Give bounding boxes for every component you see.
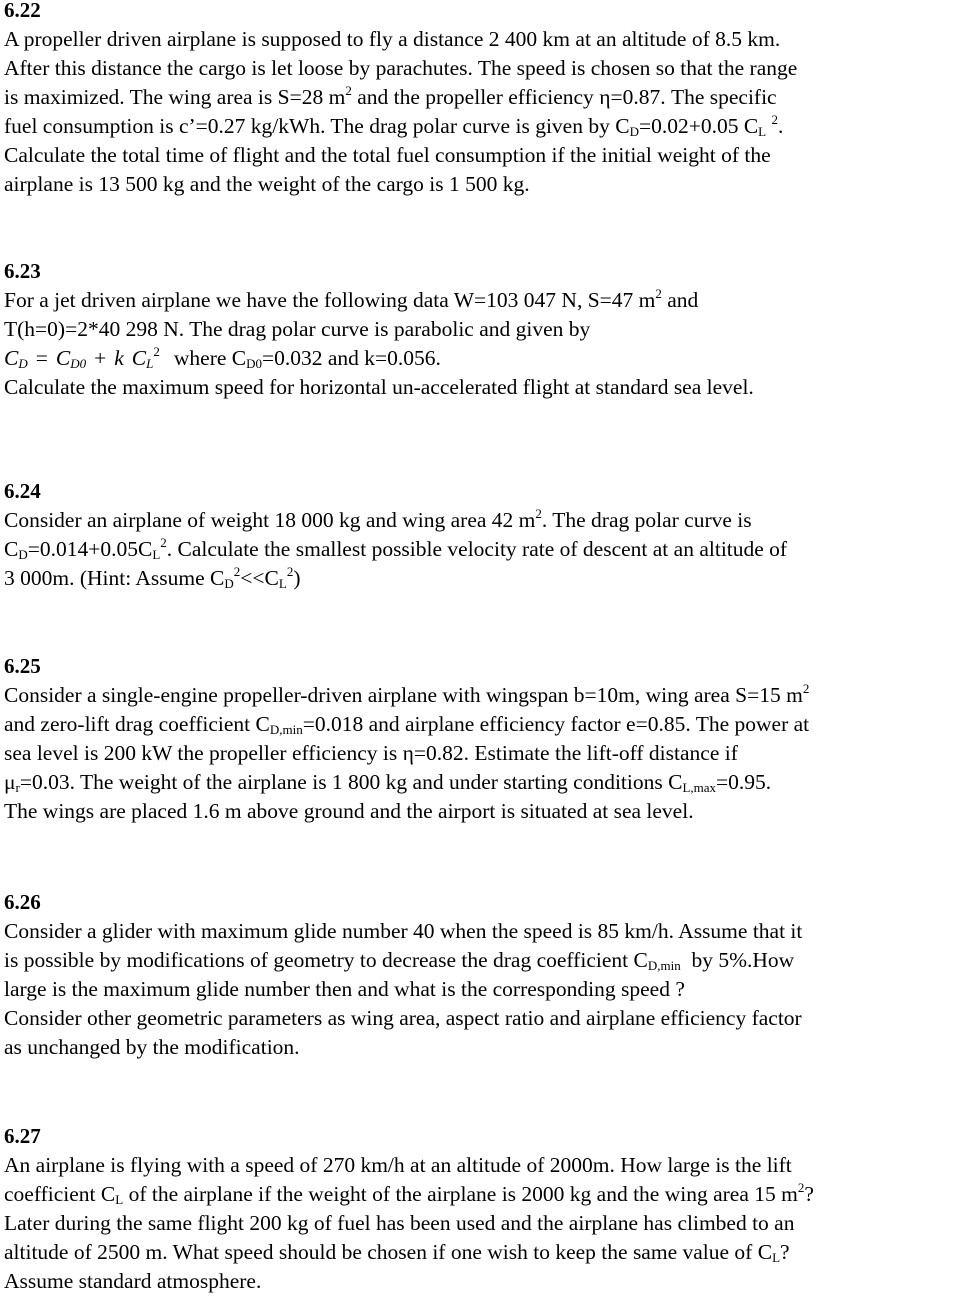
- problem-text-line: Consider other geometric parameters as wing area, aspect ratio and airplane efficiency factor: [4, 1006, 802, 1030]
- problem-text-line: A propeller driven airplane is supposed to fly a distance 2 400 km at an altitude of 8.5 km.: [4, 27, 781, 51]
- problem-text-line: For a jet driven airplane we have the following data W=103 047 N, S=47 $m^2$ and: [4, 286, 699, 312]
- eta-symbol: η: [402, 741, 414, 765]
- problem-text-line: Assume standard atmosphere.: [4, 1269, 262, 1293]
- problem-text-line: Later during the same flight 200 kg of fuel has been used and the airplane has climbed to an: [4, 1211, 795, 1235]
- problem-6-23: [4, 257, 958, 402]
- problem-6-27: [4, 1122, 958, 1296]
- problem-text-line: Consider a single-engine propeller-driven airplane with wingspan b=10m, wing area S=15 $m^2$: [4, 681, 810, 707]
- problem-text-line: altitude of 2500 m. What speed should be chosen if one wish to keep the same value of $C_L$?: [4, 1240, 790, 1265]
- problem-text-line: After this distance the cargo is let loose by parachutes. The speed is chosen so that the range: [4, 56, 798, 80]
- problem-text-line: T(h=0)=2*40 298 N. The drag polar curve is parabolic and given by: [4, 317, 591, 341]
- eta-symbol: η: [599, 85, 611, 109]
- problem-text-line: airplane is 13 500 kg and the weight of the cargo is 1 500 kg.: [4, 172, 530, 196]
- problem-text-line: large is the maximum glide number then and what is the corresponding speed ?: [4, 977, 685, 1001]
- problem-text-line: 3 000m. (Hint: Assume $C_D^2<<C_L^2$): [4, 564, 301, 591]
- problem-number: 6.22: [4, 0, 41, 22]
- problem-number: 6.27: [4, 1124, 41, 1148]
- problem-6-24: [4, 477, 958, 593]
- problem-text-line: sea level is 200 kW the propeller efficiency is η=0.82. Estimate the lift-off distance if: [4, 741, 738, 765]
- problem-text-line: Calculate the maximum speed for horizontal un-accelerated flight at standard sea level.: [4, 375, 754, 399]
- mu-symbol: μ: [4, 770, 16, 794]
- problem-text-line: An airplane is flying with a speed of 270 km/h at an altitude of 2000m. How large is the lift: [4, 1153, 792, 1177]
- problem-6-22: [4, 0, 958, 199]
- problem-text-line: The wings are placed 1.6 m above ground and the airport is situated at sea level.: [4, 799, 694, 823]
- problem-text-line: fuel consumption is c’=0.27 kg/kWh. The drag polar curve is given by $C_D=0.02+0.05$ $C_L$ $^2$.: [4, 112, 784, 139]
- problem-text-line: Consider a glider with maximum glide number 40 when the speed is 85 km/h. Assume that it: [4, 919, 803, 943]
- problem-text-line: $\mu_r=0.03$. The weight of the airplane is 1 800 kg and under starting conditions $C_{L,max}=0.95$.: [4, 770, 772, 795]
- problem-number: 6.24: [4, 479, 41, 503]
- problem-number: 6.23: [4, 259, 41, 283]
- problem-text-line: coefficient $C_L$ of the airplane if the weight of the airplane is 2000 kg and the wing area 15 $m^2$?: [4, 1180, 814, 1207]
- problem-6-25: [4, 652, 958, 826]
- problem-text-line: Calculate the total time of flight and the total fuel consumption if the initial weight of the: [4, 143, 771, 167]
- problem-text-line: is possible by modifications of geometry to decrease the drag coefficient $C_{D,min}$ by 5%.How: [4, 948, 795, 973]
- problem-text-line: and zero-lift drag coefficient $C_{D,min}=0.018$ and airplane efficiency factor e=0.85. The power at: [4, 712, 810, 737]
- problem-number: 6.26: [4, 890, 41, 914]
- drag-polar-equation: $C_D = C_{D0} + k$ $C_L^2$ where $C_{D0}=0.032$ and k=0.056.: [4, 344, 441, 371]
- problem-text-line: Consider an airplane of weight 18 000 kg and wing area 42 $m^2$. The drag polar curve is: [4, 506, 752, 532]
- problem-text-line: $C_D=0.014+0.05C_L^2$. Calculate the smallest possible velocity rate of descent at an altitude of: [4, 535, 788, 562]
- problem-text-line: is maximized. The wing area is S=28 $m^2$ and the propeller efficiency η=0.87. The specific: [4, 83, 777, 109]
- problem-text-line: as unchanged by the modification.: [4, 1035, 300, 1059]
- problem-6-26: [4, 888, 958, 1062]
- problem-number: 6.25: [4, 654, 41, 678]
